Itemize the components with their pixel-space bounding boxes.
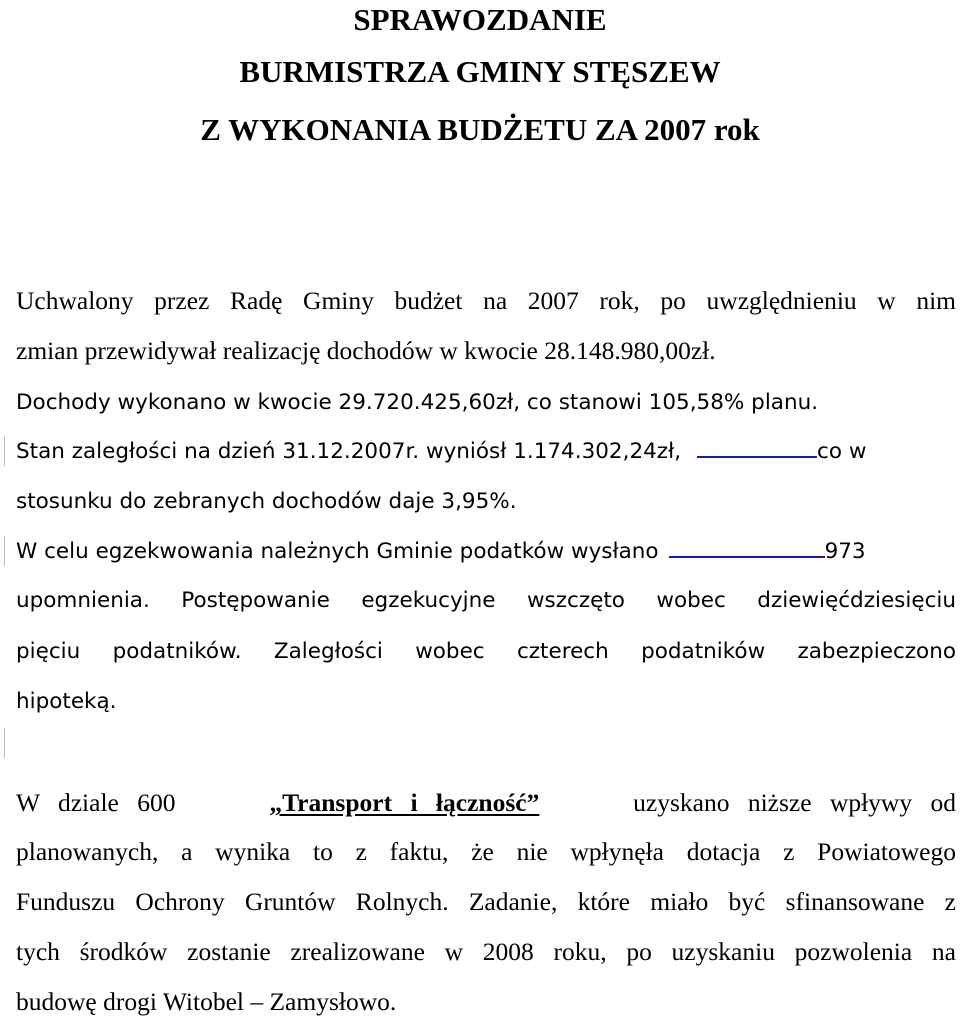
paragraph-line: hipoteką. bbox=[16, 689, 117, 714]
margin-change-bar bbox=[4, 728, 5, 758]
paragraph-text: 973 bbox=[824, 539, 866, 564]
margin-change-bar bbox=[4, 436, 5, 466]
paragraph-text: uzyskano niższe wpływy od bbox=[633, 788, 956, 817]
paragraph-line: upomnienia. Postępowanie egzekucyjne wszczęto wobec dziewięćdziesięciu bbox=[16, 588, 956, 613]
title-line-1: SPRAWOZDANIE bbox=[353, 2, 607, 37]
margin-change-bar bbox=[4, 536, 5, 566]
paragraph-line: pięciu podatników. Zaległości wobec czterech podatników zabezpieczono bbox=[16, 639, 956, 664]
paragraph-line: Funduszu Ochrony Gruntów Rolnych. Zadanie, które miało być sfinansowane z bbox=[16, 887, 956, 916]
title-line-3: Z WYKONANIA BUDŻETU ZA 2007 rok bbox=[200, 112, 760, 147]
paragraph-line: zmian przewidywał realizację dochodów w kwocie 28.148.980,00zł. bbox=[16, 336, 716, 365]
paragraph-line bbox=[16, 535, 956, 569]
paragraph-text: Stan zaległości na dzień 31.12.2007r. wyniósł 1.174.302,24zł, bbox=[16, 439, 682, 464]
title-line-2: BURMISTRZA GMINY STĘSZEW bbox=[239, 54, 721, 89]
paragraph-text: co w bbox=[817, 439, 867, 464]
paragraph-line bbox=[16, 786, 956, 820]
paragraph-line: planowanych, a wynika to z faktu, że nie wpłynęła dotacja z Powiatowego bbox=[16, 837, 956, 866]
paragraph-line bbox=[16, 435, 956, 469]
paragraph-line: tych środków zostanie zrealizowane w 2008 roku, po uzyskaniu pozwolenia na bbox=[16, 937, 956, 966]
fill-in-blank bbox=[669, 536, 825, 558]
paragraph-line: Dochody wykonano w kwocie 29.720.425,60zł, co stanowi 105,58% planu. bbox=[16, 390, 819, 415]
paragraph-line: Uchwalony przez Radę Gminy budżet na 2007 rok, po uwzględnieniu w nim bbox=[16, 286, 956, 315]
fill-in-blank bbox=[697, 436, 817, 458]
paragraph-line: budowę drogi Witobel – Zamysłowo. bbox=[16, 987, 397, 1016]
paragraph-line: stosunku do zebranych dochodów daje 3,95%. bbox=[16, 489, 517, 514]
section-heading-transport: „Transport i łączność” bbox=[269, 788, 540, 817]
paragraph-text: W dziale 600 bbox=[16, 788, 176, 817]
paragraph-text: W celu egzekwowania należnych Gminie podatków wysłano bbox=[16, 539, 659, 564]
